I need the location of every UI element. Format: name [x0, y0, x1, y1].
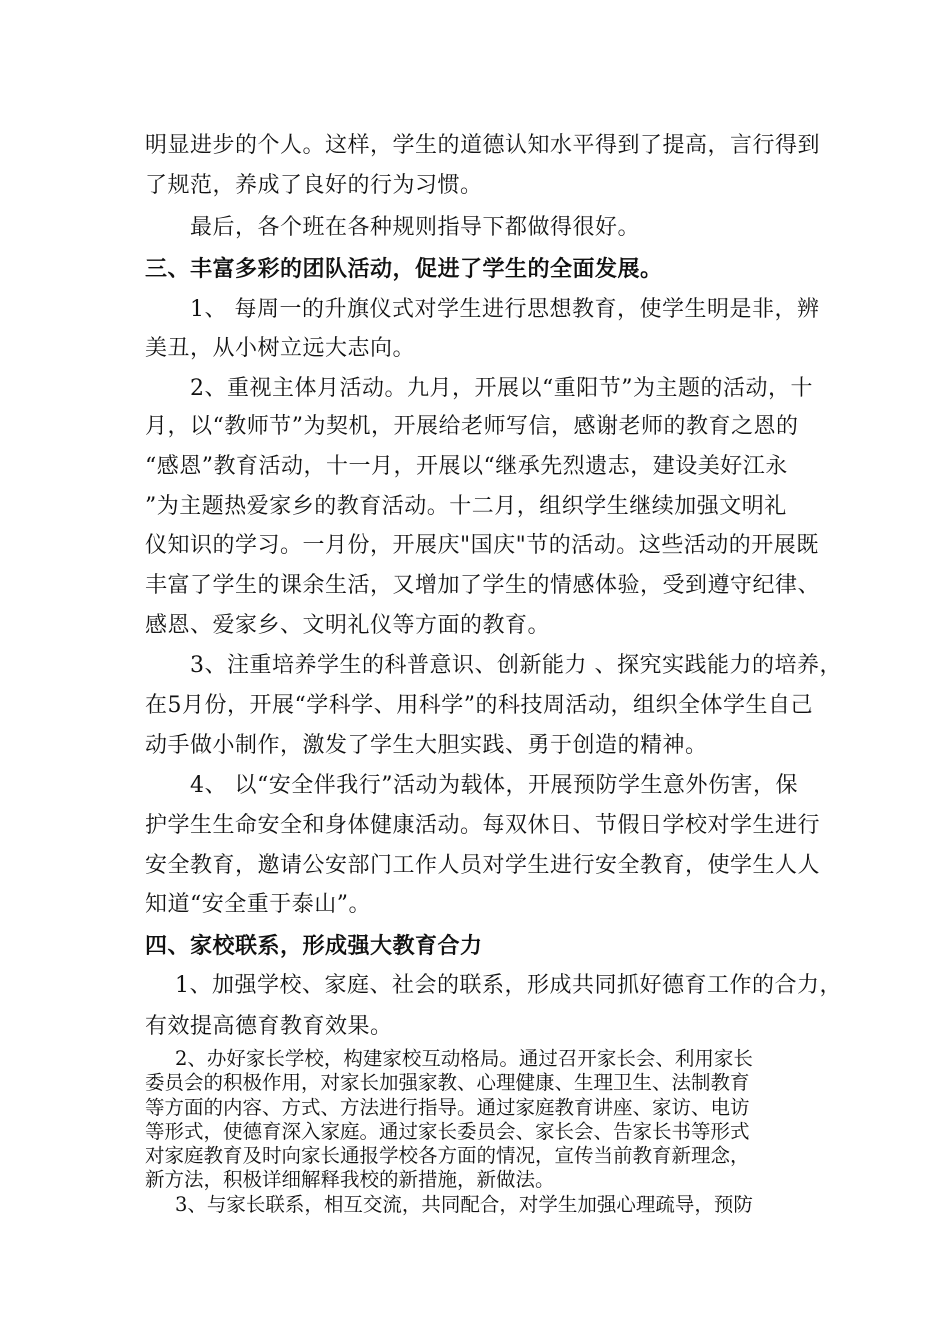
text-line: 等形式，使德育深入家庭。通过家长委员会、家长会、告家长书等形式 — [145, 1120, 750, 1143]
text-line: 知道“安全重于泰山”。 — [145, 892, 371, 917]
text-line: 感恩、爱家乡、文明礼仪等方面的教育。 — [145, 613, 551, 638]
text-line: 有效提高德育教育效果。 — [145, 1014, 393, 1039]
text-line: 1、加强学校、家庭、社会的联系，形成共同抓好德育工作的合力， — [175, 973, 842, 998]
text-line: 安全教育，邀请公安部门工作人员对学生进行安全教育，使学生人人 — [145, 853, 821, 878]
section-heading: 三、丰富多彩的团队活动，促进了学生的全面发展。 — [145, 256, 663, 282]
text-line: 动手做小制作，激发了学生大胆实践、勇于创造的精神。 — [145, 733, 708, 758]
text-line: 等方面的内容、方式、方法进行指导。通过家庭教育讲座、家访、电访 — [145, 1096, 750, 1119]
text-line: “感恩”教育活动，十一月，开展以“继承先烈遗志，建设美好江永 — [145, 454, 788, 479]
text-line: 3、与家长联系，相互交流，共同配合，对学生加强心理疏导，预防 — [175, 1193, 753, 1216]
text-line: 2、重视主体月活动。九月，开展以“重阳节”为主题的活动，十 — [190, 376, 813, 401]
text-line: 仪知识的学习。一月份，开展庆"国庆"节的活动。这些活动的开展既 — [145, 533, 819, 558]
text-line: 美丑，从小树立远大志向。 — [145, 336, 416, 361]
text-line: 委员会的积极作用，对家长加强家教、心理健康、生理卫生、法制教育 — [145, 1071, 750, 1094]
text-line: 新方法，积极详细解释我校的新措施，新做法。 — [145, 1168, 555, 1191]
text-line: 了规范，养成了良好的行为习惯。 — [145, 173, 483, 198]
text-line: 丰富了学生的课余生活，又增加了学生的情感体验，受到遵守纪律、 — [145, 573, 821, 598]
text-line: 3、注重培养学生的科普意识、创新能力 、探究实践能力的培养， — [190, 653, 842, 678]
text-line: 护学生生命安全和身体健康活动。每双休日、节假日学校对学生进行 — [145, 813, 821, 838]
text-line: 明显进步的个人。这样，学生的道德认知水平得到了提高，言行得到 — [145, 133, 821, 158]
section-heading: 四、家校联系，形成强大教育合力 — [145, 933, 483, 959]
text-line: 对家庭教育及时向家长通报学校各方面的情况，宣传当前教育新理念， — [145, 1144, 750, 1167]
text-line: 1、 每周一的升旗仪式对学生进行思想教育，使学生明是非，辨 — [190, 297, 820, 322]
text-line: 最后，各个班在各种规则指导下都做得很好。 — [190, 215, 641, 240]
text-line: 4、 以“安全伴我行”活动为载体，开展预防学生意外伤害，保 — [190, 773, 798, 798]
text-line: ”为主题热爱家乡的教育活动。十二月，组织学生继续加强文明礼 — [145, 494, 787, 519]
text-line: 在5月份，开展“学科学、用科学”的科技周活动，组织全体学生自己 — [145, 693, 813, 718]
text-line: 月，以“教师节”为契机，开展给老师写信，感谢老师的教育之恩的 — [145, 414, 799, 439]
text-line: 2、办好家长学校，构建家校互动格局。通过召开家长会、利用家长 — [175, 1047, 753, 1070]
